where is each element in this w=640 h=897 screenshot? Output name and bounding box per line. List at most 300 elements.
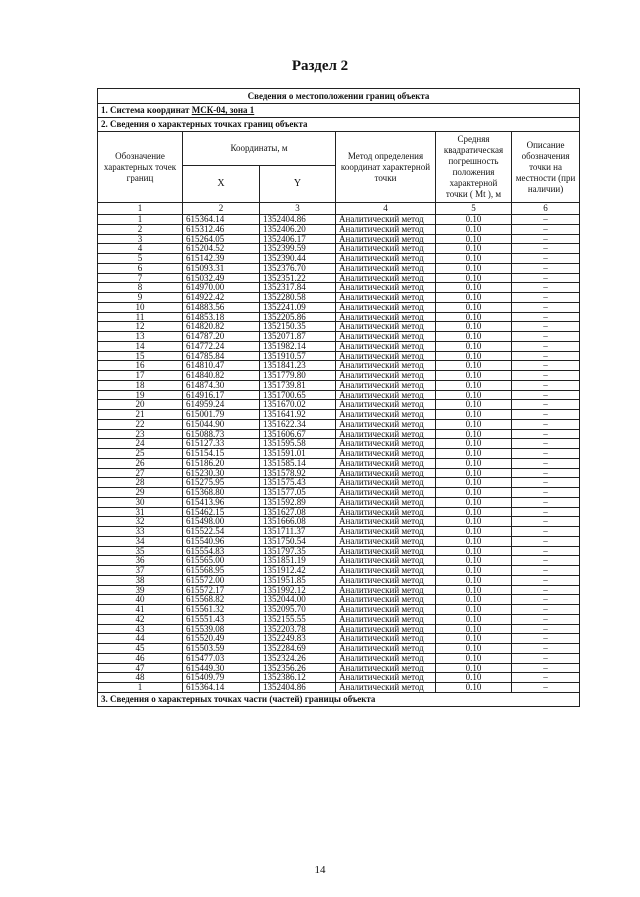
x-coordinate: 615522.54	[183, 527, 260, 537]
table-row	[98, 312, 580, 322]
point-number: 12	[98, 322, 183, 332]
error-value: 0.10	[436, 429, 512, 439]
x-coordinate: 614840.82	[183, 371, 260, 381]
method: Аналитический метод	[336, 254, 436, 264]
table-row	[98, 683, 580, 693]
y-coordinate: 1351622.34	[260, 419, 336, 429]
y-coordinate: 1352324.26	[260, 653, 336, 663]
y-coordinate: 1352386.12	[260, 673, 336, 683]
y-coordinate: 1351627.08	[260, 507, 336, 517]
table-row	[98, 566, 580, 576]
error-value: 0.10	[436, 263, 512, 273]
y-coordinate: 1351670.02	[260, 400, 336, 410]
description: –	[512, 302, 580, 312]
method: Аналитический метод	[336, 673, 436, 683]
point-number: 41	[98, 605, 183, 615]
point-number: 8	[98, 283, 183, 293]
x-coordinate: 615503.59	[183, 644, 260, 654]
x-coordinate: 615142.39	[183, 254, 260, 264]
page-number: 14	[314, 864, 326, 876]
y-coordinate: 1352044.00	[260, 595, 336, 605]
x-coordinate: 615186.20	[183, 458, 260, 468]
table-row	[98, 605, 580, 615]
description: –	[512, 380, 580, 390]
point-number: 19	[98, 390, 183, 400]
y-coordinate: 1352404.86	[260, 683, 336, 693]
point-number: 14	[98, 341, 183, 351]
table-row	[98, 439, 580, 449]
table-row	[98, 400, 580, 410]
error-value: 0.10	[436, 458, 512, 468]
description: –	[512, 332, 580, 342]
col-header-error: Средняя квадратическая погрешность положения характерной точки ( Mt ), м	[436, 132, 512, 203]
x-coordinate: 614959.24	[183, 400, 260, 410]
x-coordinate: 615551.43	[183, 614, 260, 624]
description: –	[512, 254, 580, 264]
table-row	[98, 527, 580, 537]
table-row	[98, 273, 580, 283]
method: Аналитический метод	[336, 380, 436, 390]
description: –	[512, 575, 580, 585]
description: –	[512, 644, 580, 654]
error-value: 0.10	[436, 380, 512, 390]
x-coordinate: 614970.00	[183, 283, 260, 293]
description: –	[512, 653, 580, 663]
point-number: 29	[98, 488, 183, 498]
y-coordinate: 1351700.65	[260, 390, 336, 400]
description: –	[512, 605, 580, 615]
error-value: 0.10	[436, 302, 512, 312]
error-value: 0.10	[436, 419, 512, 429]
method: Аналитический метод	[336, 536, 436, 546]
col-header-coords: Координаты, м	[183, 132, 336, 166]
method: Аналитический метод	[336, 497, 436, 507]
method: Аналитический метод	[336, 332, 436, 342]
x-coordinate: 615568.95	[183, 566, 260, 576]
description: –	[512, 390, 580, 400]
y-coordinate: 1352404.86	[260, 215, 336, 225]
description: –	[512, 273, 580, 283]
x-coordinate: 615498.00	[183, 517, 260, 527]
error-value: 0.10	[436, 283, 512, 293]
x-coordinate: 615275.95	[183, 478, 260, 488]
point-number: 4	[98, 244, 183, 254]
x-coordinate: 615540.96	[183, 536, 260, 546]
table-row	[98, 263, 580, 273]
description: –	[512, 400, 580, 410]
table-row	[98, 351, 580, 361]
error-value: 0.10	[436, 605, 512, 615]
error-value: 0.10	[436, 566, 512, 576]
point-number: 9	[98, 293, 183, 303]
y-coordinate: 1351912.42	[260, 566, 336, 576]
description: –	[512, 683, 580, 693]
x-coordinate: 615520.49	[183, 634, 260, 644]
table-row	[98, 458, 580, 468]
col-number: 4	[336, 203, 436, 215]
point-number: 47	[98, 663, 183, 673]
description: –	[512, 361, 580, 371]
point-number: 6	[98, 263, 183, 273]
y-coordinate: 1351595.58	[260, 439, 336, 449]
error-value: 0.10	[436, 390, 512, 400]
error-value: 0.10	[436, 556, 512, 566]
description: –	[512, 283, 580, 293]
table-row	[98, 585, 580, 595]
y-coordinate: 1352249.83	[260, 634, 336, 644]
method: Аналитический метод	[336, 439, 436, 449]
boundary-table	[97, 88, 580, 707]
point-number: 22	[98, 419, 183, 429]
error-value: 0.10	[436, 449, 512, 459]
table-row	[98, 517, 580, 527]
point-number: 38	[98, 575, 183, 585]
description: –	[512, 478, 580, 488]
point-number: 37	[98, 566, 183, 576]
point-number: 13	[98, 332, 183, 342]
table-row	[98, 322, 580, 332]
error-value: 0.10	[436, 653, 512, 663]
method: Аналитический метод	[336, 634, 436, 644]
x-coordinate: 615565.00	[183, 556, 260, 566]
x-coordinate: 615032.49	[183, 273, 260, 283]
x-coordinate: 615561.32	[183, 605, 260, 615]
x-coordinate: 615572.00	[183, 575, 260, 585]
error-value: 0.10	[436, 439, 512, 449]
error-value: 0.10	[436, 575, 512, 585]
y-coordinate: 1351841.23	[260, 361, 336, 371]
x-coordinate: 615477.03	[183, 653, 260, 663]
method: Аналитический метод	[336, 400, 436, 410]
table-row	[98, 419, 580, 429]
y-coordinate: 1351992.12	[260, 585, 336, 595]
description: –	[512, 634, 580, 644]
point-number: 1	[98, 683, 183, 693]
y-coordinate: 1352406.20	[260, 224, 336, 234]
table-row	[98, 410, 580, 420]
x-coordinate: 614785.84	[183, 351, 260, 361]
y-coordinate: 1352150.35	[260, 322, 336, 332]
y-coordinate: 1351606.67	[260, 429, 336, 439]
y-coordinate: 1351578.92	[260, 468, 336, 478]
point-number: 35	[98, 546, 183, 556]
y-coordinate: 1351577.05	[260, 488, 336, 498]
error-value: 0.10	[436, 527, 512, 537]
y-coordinate: 1351951.85	[260, 575, 336, 585]
point-number: 28	[98, 478, 183, 488]
table-row	[98, 488, 580, 498]
description: –	[512, 322, 580, 332]
y-coordinate: 1352406.17	[260, 234, 336, 244]
method: Аналитический метод	[336, 419, 436, 429]
error-value: 0.10	[436, 361, 512, 371]
description: –	[512, 449, 580, 459]
y-coordinate: 1351750.54	[260, 536, 336, 546]
error-value: 0.10	[436, 400, 512, 410]
col-number: 1	[98, 203, 183, 215]
method: Аналитический метод	[336, 429, 436, 439]
description: –	[512, 312, 580, 322]
point-number: 18	[98, 380, 183, 390]
point-number: 7	[98, 273, 183, 283]
point-number: 31	[98, 507, 183, 517]
error-value: 0.10	[436, 322, 512, 332]
point-number: 44	[98, 634, 183, 644]
x-coordinate: 615409.79	[183, 673, 260, 683]
table-row	[98, 302, 580, 312]
point-number: 46	[98, 653, 183, 663]
description: –	[512, 488, 580, 498]
x-coordinate: 615127.33	[183, 439, 260, 449]
table-row	[98, 429, 580, 439]
method: Аналитический метод	[336, 244, 436, 254]
points-section-heading: 2. Сведения о характерных точках границ объекта	[98, 118, 580, 132]
x-coordinate: 614922.42	[183, 293, 260, 303]
method: Аналитический метод	[336, 449, 436, 459]
y-coordinate: 1351641.92	[260, 410, 336, 420]
error-value: 0.10	[436, 488, 512, 498]
point-number: 34	[98, 536, 183, 546]
point-number: 23	[98, 429, 183, 439]
error-value: 0.10	[436, 624, 512, 634]
method: Аналитический метод	[336, 478, 436, 488]
table-row	[98, 614, 580, 624]
y-coordinate: 1352155.55	[260, 614, 336, 624]
table-row	[98, 332, 580, 342]
x-coordinate: 615364.14	[183, 215, 260, 225]
table-row	[98, 468, 580, 478]
method: Аналитический метод	[336, 556, 436, 566]
y-coordinate: 1351910.57	[260, 351, 336, 361]
description: –	[512, 439, 580, 449]
point-number: 1	[98, 215, 183, 225]
method: Аналитический метод	[336, 351, 436, 361]
method: Аналитический метод	[336, 624, 436, 634]
table-row	[98, 390, 580, 400]
table-row	[98, 380, 580, 390]
y-coordinate: 1352284.69	[260, 644, 336, 654]
parts-section-heading: 3. Сведения о характерных точках части (частей) границы объекта	[98, 692, 580, 706]
point-number: 36	[98, 556, 183, 566]
description: –	[512, 458, 580, 468]
description: –	[512, 351, 580, 361]
coordinate-system-label: 1. Система координат	[101, 105, 192, 115]
table-row	[98, 449, 580, 459]
table-title: Сведения о местоположении границ объекта	[98, 89, 580, 104]
method: Аналитический метод	[336, 341, 436, 351]
table-row	[98, 478, 580, 488]
y-coordinate: 1352071.87	[260, 332, 336, 342]
error-value: 0.10	[436, 644, 512, 654]
description: –	[512, 585, 580, 595]
method: Аналитический метод	[336, 410, 436, 420]
y-coordinate: 1351591.01	[260, 449, 336, 459]
x-coordinate: 615001.79	[183, 410, 260, 420]
description: –	[512, 507, 580, 517]
y-coordinate: 1351585.14	[260, 458, 336, 468]
col-number: 6	[512, 203, 580, 215]
error-value: 0.10	[436, 312, 512, 322]
method: Аналитический метод	[336, 663, 436, 673]
error-value: 0.10	[436, 332, 512, 342]
y-coordinate: 1352399.59	[260, 244, 336, 254]
table-row	[98, 653, 580, 663]
table-row	[98, 283, 580, 293]
method: Аналитический метод	[336, 458, 436, 468]
y-coordinate: 1352280.58	[260, 293, 336, 303]
description: –	[512, 527, 580, 537]
description: –	[512, 595, 580, 605]
error-value: 0.10	[436, 215, 512, 225]
x-coordinate: 615539.08	[183, 624, 260, 634]
error-value: 0.10	[436, 595, 512, 605]
y-coordinate: 1352205.86	[260, 312, 336, 322]
description: –	[512, 556, 580, 566]
error-value: 0.10	[436, 546, 512, 556]
error-value: 0.10	[436, 478, 512, 488]
error-value: 0.10	[436, 293, 512, 303]
method: Аналитический метод	[336, 322, 436, 332]
x-coordinate: 615572.17	[183, 585, 260, 595]
description: –	[512, 614, 580, 624]
table-row	[98, 341, 580, 351]
col-number: 3	[260, 203, 336, 215]
method: Аналитический метод	[336, 263, 436, 273]
y-coordinate: 1351982.14	[260, 341, 336, 351]
y-coordinate: 1351666.08	[260, 517, 336, 527]
y-coordinate: 1352095.70	[260, 605, 336, 615]
table-row	[98, 224, 580, 234]
point-number: 30	[98, 497, 183, 507]
description: –	[512, 224, 580, 234]
coordinate-system-value: МСК-04, зона 1	[191, 105, 255, 115]
error-value: 0.10	[436, 536, 512, 546]
y-coordinate: 1352317.84	[260, 283, 336, 293]
point-number: 42	[98, 614, 183, 624]
error-value: 0.10	[436, 497, 512, 507]
table-row	[98, 644, 580, 654]
point-number: 43	[98, 624, 183, 634]
description: –	[512, 468, 580, 478]
description: –	[512, 341, 580, 351]
x-coordinate: 615312.46	[183, 224, 260, 234]
table-row	[98, 361, 580, 371]
description: –	[512, 663, 580, 673]
coordinate-system	[98, 104, 580, 118]
table-row	[98, 244, 580, 254]
x-coordinate: 615462.15	[183, 507, 260, 517]
x-coordinate: 615093.31	[183, 263, 260, 273]
error-value: 0.10	[436, 507, 512, 517]
method: Аналитический метод	[336, 312, 436, 322]
method: Аналитический метод	[336, 390, 436, 400]
table-row	[98, 536, 580, 546]
description: –	[512, 371, 580, 381]
table-row	[98, 293, 580, 303]
method: Аналитический метод	[336, 605, 436, 615]
table-row	[98, 254, 580, 264]
table-row	[98, 634, 580, 644]
table-row	[98, 673, 580, 683]
x-coordinate: 615154.15	[183, 449, 260, 459]
x-coordinate: 614883.56	[183, 302, 260, 312]
y-coordinate: 1351575.43	[260, 478, 336, 488]
x-coordinate: 615264.05	[183, 234, 260, 244]
method: Аналитический метод	[336, 215, 436, 225]
x-coordinate: 615088.73	[183, 429, 260, 439]
x-coordinate: 614853.18	[183, 312, 260, 322]
point-number: 40	[98, 595, 183, 605]
description: –	[512, 497, 580, 507]
col-header-y: Y	[260, 166, 336, 203]
x-coordinate: 614810.47	[183, 361, 260, 371]
method: Аналитический метод	[336, 361, 436, 371]
x-coordinate: 615364.14	[183, 683, 260, 693]
y-coordinate: 1352356.26	[260, 663, 336, 673]
col-header-x: X	[183, 166, 260, 203]
table-row	[98, 556, 580, 566]
y-coordinate: 1351779.80	[260, 371, 336, 381]
x-coordinate: 615230.30	[183, 468, 260, 478]
method: Аналитический метод	[336, 293, 436, 303]
error-value: 0.10	[436, 663, 512, 673]
method: Аналитический метод	[336, 644, 436, 654]
error-value: 0.10	[436, 410, 512, 420]
point-number: 39	[98, 585, 183, 595]
table-row	[98, 234, 580, 244]
x-coordinate: 614820.82	[183, 322, 260, 332]
error-value: 0.10	[436, 634, 512, 644]
method: Аналитический метод	[336, 653, 436, 663]
error-value: 0.10	[436, 244, 512, 254]
x-coordinate: 615568.82	[183, 595, 260, 605]
y-coordinate: 1352203.78	[260, 624, 336, 634]
description: –	[512, 263, 580, 273]
method: Аналитический метод	[336, 546, 436, 556]
error-value: 0.10	[436, 371, 512, 381]
error-value: 0.10	[436, 683, 512, 693]
table-row	[98, 663, 580, 673]
col-header-designation: Обозначение характерных точек границ	[98, 132, 183, 203]
method: Аналитический метод	[336, 224, 436, 234]
error-value: 0.10	[436, 351, 512, 361]
point-number: 33	[98, 527, 183, 537]
method: Аналитический метод	[336, 595, 436, 605]
table-row	[98, 497, 580, 507]
point-number: 26	[98, 458, 183, 468]
x-coordinate: 615044.90	[183, 419, 260, 429]
x-coordinate: 615449.30	[183, 663, 260, 673]
x-coordinate: 614916.17	[183, 390, 260, 400]
point-number: 20	[98, 400, 183, 410]
error-value: 0.10	[436, 224, 512, 234]
method: Аналитический метод	[336, 575, 436, 585]
table-row	[98, 595, 580, 605]
method: Аналитический метод	[336, 585, 436, 595]
method: Аналитический метод	[336, 517, 436, 527]
description: –	[512, 410, 580, 420]
table-row	[98, 624, 580, 634]
table-row	[98, 215, 580, 225]
method: Аналитический метод	[336, 283, 436, 293]
table-row	[98, 507, 580, 517]
error-value: 0.10	[436, 254, 512, 264]
x-coordinate: 614874.30	[183, 380, 260, 390]
point-number: 21	[98, 410, 183, 420]
y-coordinate: 1352376.70	[260, 263, 336, 273]
point-number: 16	[98, 361, 183, 371]
error-value: 0.10	[436, 234, 512, 244]
